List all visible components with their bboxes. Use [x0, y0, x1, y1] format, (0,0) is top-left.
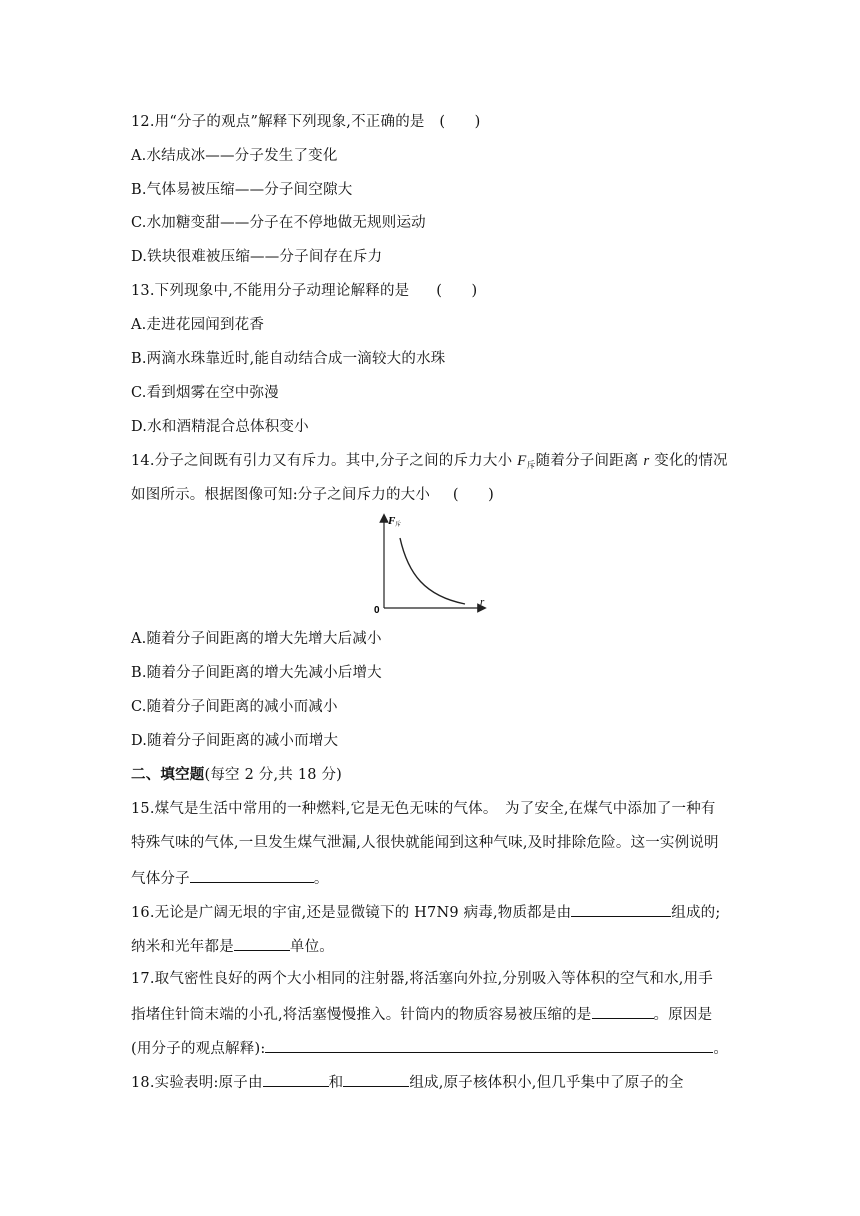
distance-symbol: r: [643, 453, 650, 469]
q12-option-a: A.水结成冰——分子发生了变化: [131, 148, 338, 164]
force-subscript: 斥: [526, 461, 536, 471]
q14-option-b: B.随着分子间距离的增大先减小后增大: [131, 665, 382, 681]
q13-stem: 13.下列现象中,不能用分子动理论解释的是: [131, 283, 410, 299]
q17-answer-blank-2[interactable]: [265, 1037, 713, 1053]
q13-option-c: C.看到烟雾在空中弥漫: [131, 385, 279, 401]
repulsion-force-graph: [370, 512, 490, 616]
q17-line-3-text: (用分子的观点解释):: [131, 1041, 266, 1057]
section-2-title: 二、填空题: [131, 766, 205, 783]
q16-line-1: [131, 901, 720, 923]
q14-option-c: C.随着分子间距离的减小而减小: [131, 699, 338, 715]
q16-line-1-end: 组成的;: [671, 905, 721, 921]
q16-answer-blank-2[interactable]: [234, 935, 290, 951]
q17-line-3: [131, 1037, 728, 1059]
q17-line-2-text: 指堵住针筒末端的小孔,将活塞慢慢推入。针筒内的物质容易被压缩的是: [131, 1007, 592, 1023]
q13-option-d: D.水和酒精混合总体积变小: [131, 419, 309, 435]
q15-line-3: [131, 867, 329, 889]
force-symbol: F: [517, 453, 527, 469]
q14-stem-line-2-text: 如图所示。根据图像可知:分子之间斥力的大小: [131, 487, 431, 503]
q18-line-1: [131, 1071, 684, 1093]
section-2-heading: [131, 765, 342, 785]
y-axis-subscript: 斥: [395, 521, 402, 528]
q14-stem-line-1: [131, 451, 728, 476]
q12-option-d: D.铁块很难被压缩——分子间存在斥力: [131, 249, 383, 265]
q15-line-2: 特殊气味的气体,一旦发生煤气泄漏,人很快就能闻到这种气味,及时排除危险。这一实例说明: [131, 835, 719, 851]
q15-line-3-end: 。: [313, 871, 329, 887]
q15-answer-blank[interactable]: [190, 867, 314, 883]
q14-stem-part-c: 变化的情况: [654, 453, 728, 469]
q17-line-2: [131, 1003, 712, 1025]
q14-option-a: A.随着分子间距离的增大先增大后减小: [131, 631, 382, 647]
q17-line-2-end: 。原因是: [653, 1007, 713, 1023]
q12-option-c: C.水加糖变甜——分子在不停地做无规则运动: [131, 215, 426, 231]
y-axis-label: F: [388, 515, 396, 527]
q12-stem-line: [131, 112, 481, 132]
q13-answer-paren: ( ): [436, 283, 478, 299]
q16-answer-blank-1[interactable]: [571, 901, 671, 917]
q18-answer-blank-1[interactable]: [263, 1071, 329, 1087]
x-axis-label: r: [480, 596, 485, 608]
q14-stem-part-a: 14.分子之间既有引力又有斥力。其中,分子之间的斥力大小: [131, 453, 513, 469]
q14-option-d: D.随着分子间距离的减小而增大: [131, 733, 339, 749]
q16-line-2: [131, 935, 334, 957]
section-2-note: (每空 2 分,共 18 分): [204, 767, 343, 783]
q13-stem-line: [131, 281, 477, 301]
origin-label: 0: [374, 605, 380, 616]
q18-line-1-end: 组成,原子核体积小,但几乎集中了原子的全: [409, 1075, 684, 1091]
q12-option-b: B.气体易被压缩——分子间空隙大: [131, 182, 353, 198]
q12-stem: 12.用“分子的观点”解释下列现象,不正确的是: [131, 114, 425, 130]
q12-answer-paren: ( ): [439, 114, 481, 130]
q17-answer-blank-1[interactable]: [592, 1003, 654, 1019]
q15-line-3-text: 气体分子: [131, 871, 190, 887]
q17-line-3-end: 。: [713, 1041, 729, 1057]
q16-line-1-text: 16.无论是广阔无垠的宇宙,还是显微镜下的 H7N9 病毒,物质都是由: [131, 905, 572, 921]
q18-answer-blank-2[interactable]: [343, 1071, 409, 1087]
q13-option-a: A.走进花园闻到花香: [131, 317, 265, 333]
q14-stem-part-b: 随着分子间距离: [535, 453, 639, 469]
q16-line-2-text: 纳米和光年都是: [131, 939, 234, 955]
q18-line-1-mid: 和: [328, 1075, 344, 1091]
q15-line-1: 15.煤气是生活中常用的一种燃料,它是无色无味的气体。 为了安全,在煤气中添加了一种有: [131, 801, 716, 817]
q17-line-1: 17.取气密性良好的两个大小相同的注射器,将活塞向外拉,分别吸入等体积的空气和水,用手: [131, 971, 713, 987]
q14-stem-line-2: [131, 485, 494, 505]
q18-line-1-text: 18.实验表明:原子由: [131, 1075, 263, 1091]
force-curve: [400, 538, 465, 604]
q16-line-2-end: 单位。: [289, 939, 335, 955]
q13-option-b: B.两滴水珠靠近时,能自动结合成一滴较大的水珠: [131, 351, 446, 367]
q14-answer-paren: ( ): [452, 487, 495, 503]
